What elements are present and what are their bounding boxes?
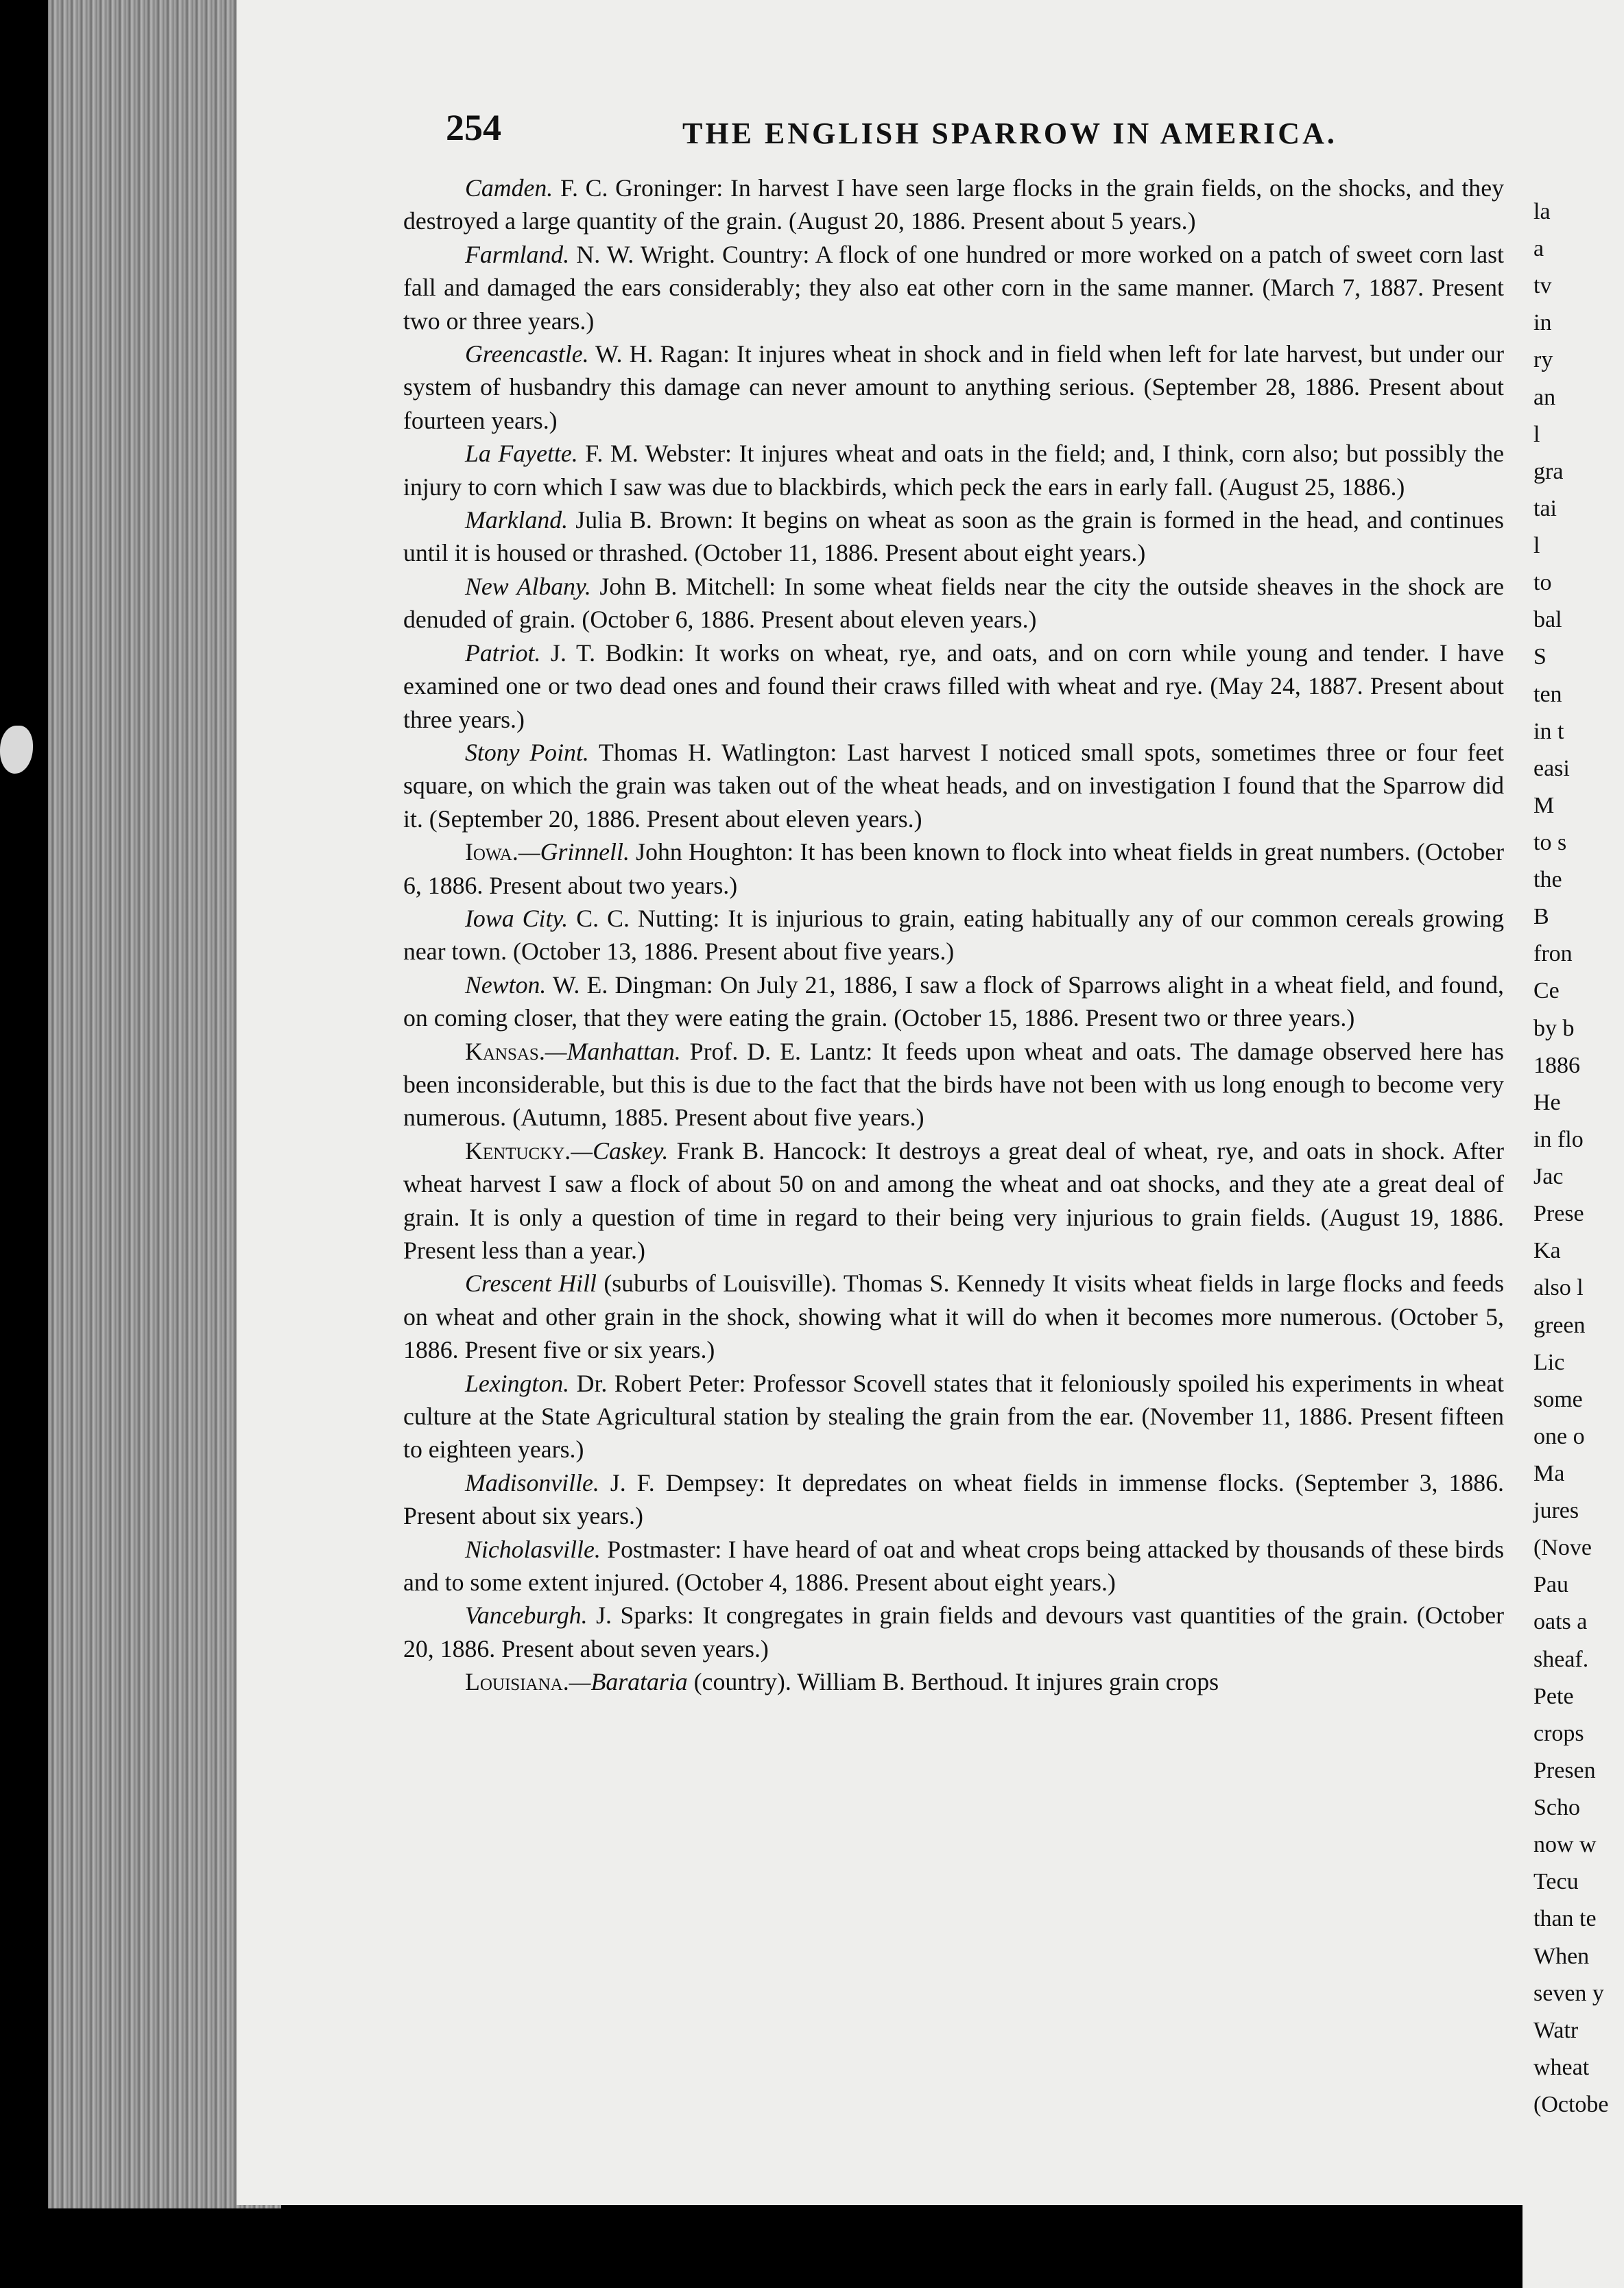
place-name: La Fayette. (465, 440, 578, 468)
adjacent-page-text: Lic (1533, 1350, 1565, 1375)
place-name: Nicholasville. (465, 1535, 601, 1563)
adjacent-page-text: seven y (1533, 1981, 1604, 2006)
adjacent-page-text: 1886 (1533, 1053, 1580, 1078)
adjacent-page-text: oats a (1533, 1609, 1588, 1634)
adjacent-page-text: jures (1533, 1498, 1579, 1523)
entry-text: Postmaster: I have heard of oat and wheat crops being attacked by thousands of these birds and to some extent injured. (October 4, 1886. Present about eight years.) (403, 1535, 1504, 1597)
adjacent-page-text: in (1533, 310, 1552, 335)
adjacent-page-text: sheaf. (1533, 1647, 1589, 1672)
adjacent-page-text: crops (1533, 1721, 1584, 1746)
entry-text: F. M. Webster: It injures wheat and oats in the field; and, I think, corn also; but possibly the injury to corn which I saw was due to blackbirds, which peck the ears in early fall. (August 25, 1886.) (403, 440, 1504, 501)
entry-text: F. C. Groninger: In harvest I have seen large flocks in the grain fields, on the shocks, and they destroyed a large quantity of the grain. (August 20, 1886. Present about 5 years.) (403, 174, 1504, 235)
entry-text: Prof. D. E. Lantz: It feeds upon wheat and oats. The damage observed here has been inconsiderable, but this is due to the fact that the birds have not been with us long enough to become very numerous. (Autumn, 1885. Present about five years.) (403, 1037, 1504, 1132)
place-name: —Barataria (569, 1668, 688, 1696)
adjacent-page-text: than te (1533, 1906, 1597, 1931)
place-name: Iowa City. (465, 904, 569, 932)
adjacent-page-text: the (1533, 867, 1562, 892)
adjacent-page-text: Scho (1533, 1795, 1580, 1820)
entry-text: (suburbs of Louisville). Thomas S. Kennedy It visits wheat fields in large flocks and feeds on wheat and other grain in the shock, showing what it will do when it becomes more numerous. (October 5, 1886. Present five or six years.) (403, 1270, 1505, 1364)
place-name: Markland. (465, 506, 569, 534)
entry-text: Dr. Robert Peter: Professor Scovell states that it feloniously spoiled his experiments in wheat culture at the State Agricultural station by stealing the grain from the ear. (November 11, 1886. Present fifteen to eighteen years.) (403, 1369, 1504, 1464)
adjacent-page-text: He (1533, 1090, 1561, 1115)
place-name: —Grinnell. (518, 838, 630, 866)
adjacent-page-text: (Octobe (1533, 2092, 1609, 2117)
entry-text: Julia B. Brown: It begins on wheat as soon as the grain is formed in the head, and continues until it is housed or thrashed. (October 11, 1886. Present about eight years.) (403, 506, 1504, 567)
report-entry (403, 570, 1504, 636)
adjacent-page-text: Pete (1533, 1684, 1574, 1709)
adjacent-page-text: one o (1533, 1424, 1585, 1449)
report-entry (403, 1599, 1504, 1665)
report-entry (403, 636, 1504, 736)
adjacent-page-text: ten (1533, 682, 1562, 707)
report-entry (403, 171, 1504, 238)
adjacent-page-fragment (1522, 0, 1624, 2288)
report-entry (403, 968, 1504, 1035)
report-entry (403, 902, 1504, 968)
adjacent-page-text: to s (1533, 830, 1567, 855)
adjacent-page-text: easi (1533, 756, 1570, 781)
state-name: Kentucky. (465, 1136, 571, 1165)
entry-text: J. Sparks: It congregates in grain fields and devours vast quantities of the grain. (October 20, 1886. Present about seven years.) (403, 1601, 1504, 1663)
adjacent-page-text: Ma (1533, 1461, 1565, 1486)
adjacent-page-text: l (1533, 533, 1540, 558)
adjacent-page-text: Presen (1533, 1758, 1596, 1783)
adjacent-page-text: Prese (1533, 1201, 1584, 1226)
adjacent-page-text: l (1533, 422, 1540, 447)
report-entry (403, 1533, 1504, 1599)
place-name: —Caskey. (571, 1136, 669, 1165)
report-entry (403, 736, 1504, 835)
place-name: New Albany. (465, 572, 591, 600)
report-entry (403, 1665, 1504, 1698)
adjacent-page-text: Tecu (1533, 1869, 1579, 1894)
adjacent-page-text: green (1533, 1313, 1586, 1338)
adjacent-page-text: wheat (1533, 2055, 1590, 2080)
place-name: Madisonville. (465, 1468, 599, 1497)
entry-text: John B. Mitchell: In some wheat fields near the city the outside sheaves in the shock are denuded of grain. (October 6, 1886. Present about eleven years.) (403, 572, 1504, 634)
adjacent-page-text: When (1533, 1944, 1590, 1969)
place-name: Greencastle. (465, 340, 589, 368)
entry-text: W. E. Dingman: On July 21, 1886, I saw a flock of Sparrows alight in a wheat field, and found, on coming closer, that they were eating the grain. (October 15, 1886. Present two or three years.) (403, 970, 1504, 1032)
report-entry (403, 437, 1504, 503)
state-name: Iowa. (465, 838, 518, 866)
report-entry (403, 835, 1504, 902)
entry-text: Frank B. Hancock: It destroys a great deal of wheat, rye, and oats in shock. After wheat harvest I saw a flock of about 50 on and among the wheat and oat shocks, and they ate a great deal of grain. It is only a question of time in regard to their being very injurious to grain fields. (August 19, 1886. Present less than a year.) (403, 1136, 1504, 1264)
page-header (446, 106, 1516, 168)
adjacent-page-text: gra (1533, 459, 1564, 484)
running-title: THE ENGLISH SPARROW IN AMERICA. (682, 117, 1337, 150)
report-entry (403, 1134, 1504, 1267)
adjacent-page-text: Watr (1533, 2018, 1579, 2043)
place-name: —Manhattan. (545, 1037, 681, 1065)
place-name: Crescent Hill (465, 1270, 597, 1298)
place-name: Vanceburgh. (465, 1601, 588, 1630)
place-name: Newton. (465, 970, 547, 999)
adjacent-page-text: Ce (1533, 978, 1560, 1003)
adjacent-page-text: (Nove (1533, 1535, 1592, 1560)
adjacent-page-text: an (1533, 385, 1556, 410)
adjacent-page-text: M (1533, 793, 1555, 818)
place-name: Patriot. (465, 639, 541, 667)
adjacent-page-text: B (1533, 904, 1549, 929)
adjacent-page-text: now w (1533, 1832, 1597, 1857)
scan-artifact (0, 726, 33, 774)
entry-text: N. W. Wright. Country: A flock of one hundred or more worked on a patch of sweet corn last fall and damaged the ears considerably; they also eat other corn in the same manner. (March 7, 1887. Present two or three years.) (403, 240, 1504, 335)
adjacent-page-text: by b (1533, 1016, 1575, 1041)
adjacent-page-text: tv (1533, 273, 1552, 298)
adjacent-page-text: some (1533, 1387, 1583, 1412)
adjacent-page-text: Pau (1533, 1572, 1568, 1597)
adjacent-page-text: also l (1533, 1275, 1584, 1300)
page-body (403, 171, 1504, 1699)
adjacent-page-text: ry (1533, 347, 1553, 372)
adjacent-page-text: fron (1533, 941, 1573, 966)
place-name: Camden. (465, 174, 553, 202)
place-name: Stony Point. (465, 738, 589, 766)
report-entry (403, 337, 1504, 437)
place-name: Lexington. (465, 1369, 570, 1397)
entry-text: W. H. Ragan: It injures wheat in shock and in field when left for late harvest, but under our system of husbandry this damage can never amount to anything serious. (September 28, 1886. Present about fourteen years.) (403, 340, 1504, 434)
adjacent-page-text: la (1533, 199, 1551, 224)
report-entry (403, 1035, 1504, 1134)
entry-text: C. C. Nutting: It is injurious to grain, eating habitually any of our common cereals growing near town. (October 13, 1886. Present about five years.) (403, 904, 1504, 966)
adjacent-page-text: Jac (1533, 1164, 1564, 1189)
adjacent-page-text: in flo (1533, 1127, 1584, 1152)
adjacent-page-text: in t (1533, 719, 1564, 744)
report-entry (403, 1367, 1504, 1466)
adjacent-page-text: S (1533, 644, 1547, 669)
adjacent-page-text: tai (1533, 496, 1557, 521)
entry-text: Thomas H. Watlington: Last harvest I noticed small spots, sometimes three or four feet square, on which the grain was taken out of the wheat heads, and on investigation I found that the Sparrow did it. (September 20, 1886. Present about eleven years.) (403, 738, 1504, 833)
entry-text: (country). William B. Berthoud. It injures grain crops (687, 1668, 1219, 1696)
place-name: Farmland. (465, 240, 570, 268)
report-entry (403, 238, 1504, 337)
report-entry (403, 1267, 1504, 1366)
state-name: Louisiana. (465, 1668, 569, 1696)
adjacent-page-text: bal (1533, 607, 1562, 632)
report-entry (403, 503, 1504, 570)
entry-text: J. F. Dempsey: It depredates on wheat fields in immense flocks. (September 3, 1886. Present about six years.) (403, 1468, 1504, 1530)
adjacent-page-text: Ka (1533, 1238, 1561, 1263)
adjacent-page-text: to (1533, 570, 1552, 595)
adjacent-page-text: a (1533, 236, 1544, 261)
entry-text: John Houghton: It has been known to flock into wheat fields in great numbers. (October 6, 1886. Present about two years.) (403, 838, 1504, 899)
state-name: Kansas. (465, 1037, 545, 1065)
entry-text: J. T. Bodkin: It works on wheat, rye, and oats, and on corn while young and tender. I have examined one or two dead ones and found their craws filled with wheat and rye. (May 24, 1887. Present about three years.) (403, 639, 1504, 733)
page-number: 254 (446, 107, 501, 148)
report-entry (403, 1466, 1504, 1533)
